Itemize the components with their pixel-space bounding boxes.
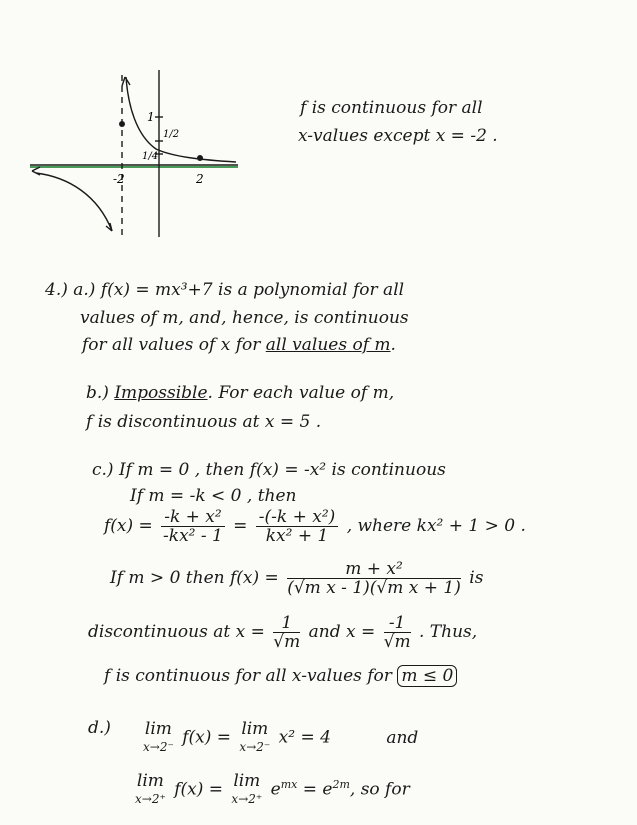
y-tick-1: 1 bbox=[147, 110, 155, 124]
lim-sub: x→2⁺ bbox=[135, 792, 166, 806]
exp-2m: 2m bbox=[332, 777, 350, 791]
part4c-line2: If m = -k < 0 , then bbox=[130, 486, 297, 506]
part4d-line2 bbox=[132, 772, 410, 808]
part4b-line2: f is discontinuous at x = 5 . bbox=[86, 412, 322, 432]
fraction-1-den: -kx² - 1 bbox=[163, 526, 223, 546]
part4d-label: d.) bbox=[88, 718, 111, 738]
part4d-line1 bbox=[140, 720, 418, 756]
lim-sub: x→2⁺ bbox=[231, 792, 263, 806]
fraction-3-num: m + x² bbox=[287, 560, 461, 579]
y-label-half: 1/2 bbox=[163, 129, 180, 140]
part4c-and: and x = bbox=[308, 622, 376, 642]
fx-1: f(x) bbox=[182, 727, 212, 748]
eq-four: = 4 bbox=[300, 727, 331, 748]
part4a-line3c: . bbox=[390, 335, 396, 355]
and-word: and bbox=[386, 727, 419, 748]
part4b-rest1: . For each value of m, bbox=[207, 383, 395, 403]
fx-2: f(x) bbox=[174, 779, 204, 800]
fraction-2-den: kx² + 1 bbox=[265, 526, 329, 546]
fraction-1-num: -k + x² bbox=[161, 508, 225, 527]
part4a-line1 bbox=[45, 280, 404, 300]
part4a-line3b: all values of m bbox=[265, 335, 391, 355]
fraction-4-num: 1 bbox=[273, 614, 300, 633]
boxed-answer: m ≤ 0 bbox=[397, 665, 457, 687]
part4b-impossible: Impossible bbox=[114, 383, 208, 403]
lim-right-2 bbox=[231, 772, 262, 808]
part4a-line3a: for all values of x for bbox=[82, 335, 261, 355]
lim-left-1 bbox=[143, 720, 174, 756]
lim-word: lim bbox=[136, 771, 164, 791]
part4c-line6-text: f is continuous for all x-values for bbox=[104, 666, 392, 686]
y-label-quarter: 1/4 bbox=[142, 151, 159, 162]
part4b-label: b.) bbox=[86, 383, 109, 403]
fraction-5 bbox=[384, 614, 411, 651]
part4c-thus: . Thus, bbox=[418, 622, 478, 642]
part4b-line1 bbox=[86, 383, 394, 403]
part4a-prefix: 4.) a.) bbox=[45, 280, 96, 300]
part4c-line4 bbox=[110, 560, 483, 597]
continuity-note-line1: f is continuous for all bbox=[300, 98, 483, 118]
fraction-3-den: (√m x - 1)(√m x + 1) bbox=[287, 578, 461, 598]
part4c-line3 bbox=[104, 508, 526, 545]
eq-2: = bbox=[208, 779, 224, 800]
part4c-eq: = bbox=[233, 516, 248, 536]
lim-word: lim bbox=[241, 719, 269, 739]
part4c-line1 bbox=[92, 460, 446, 480]
lim-word: lim bbox=[233, 771, 261, 791]
x-tick-2: 2 bbox=[196, 172, 204, 186]
part4c-label: c.) bbox=[92, 460, 114, 480]
part4c-line5 bbox=[88, 614, 477, 651]
continuity-note-line2: x-values except x = -2 . bbox=[298, 126, 498, 146]
fraction-4 bbox=[273, 614, 300, 651]
part4c-is: is bbox=[469, 568, 484, 588]
part4c-line4a: If m > 0 then f(x) = bbox=[110, 568, 279, 588]
x-tick-neg2: -2 bbox=[113, 172, 125, 186]
x-squared: x² bbox=[278, 727, 296, 748]
part4c-fx: f(x) = bbox=[104, 516, 153, 536]
fraction-4-den: √m bbox=[273, 632, 301, 652]
lim-right-1 bbox=[135, 772, 166, 808]
lim-sub: x→2⁻ bbox=[239, 740, 271, 754]
fraction-2-num: -(-k + x²) bbox=[256, 508, 339, 527]
lim-left-2 bbox=[239, 720, 270, 756]
part4a-text1: f(x) = mx³+7 is a polynomial for all bbox=[100, 280, 405, 300]
part4c-where: , where kx² + 1 > 0 . bbox=[346, 516, 526, 536]
fraction-5-den: √m bbox=[383, 632, 411, 652]
fraction-2 bbox=[256, 508, 339, 545]
lim-sub: x→2⁻ bbox=[143, 740, 174, 754]
part4a-line3 bbox=[82, 335, 396, 355]
part4c-line6 bbox=[104, 666, 457, 686]
eq-1: = bbox=[216, 727, 232, 748]
part4a-line2: values of m, and, hence, is continuous bbox=[80, 308, 409, 328]
exp-mx: mx bbox=[280, 777, 298, 791]
part4c-line5a: discontinuous at x = bbox=[88, 622, 265, 642]
fraction-1 bbox=[161, 508, 225, 545]
so-for: , so for bbox=[349, 779, 410, 800]
e-base-1: e bbox=[270, 779, 281, 800]
function-graph bbox=[28, 65, 243, 240]
fraction-3 bbox=[287, 560, 461, 597]
fraction-5-num: -1 bbox=[384, 614, 411, 633]
part4c-text1: If m = 0 , then f(x) = -x² is continuous bbox=[118, 460, 446, 480]
lim-word: lim bbox=[144, 719, 172, 739]
eq-e: = e bbox=[302, 779, 333, 800]
